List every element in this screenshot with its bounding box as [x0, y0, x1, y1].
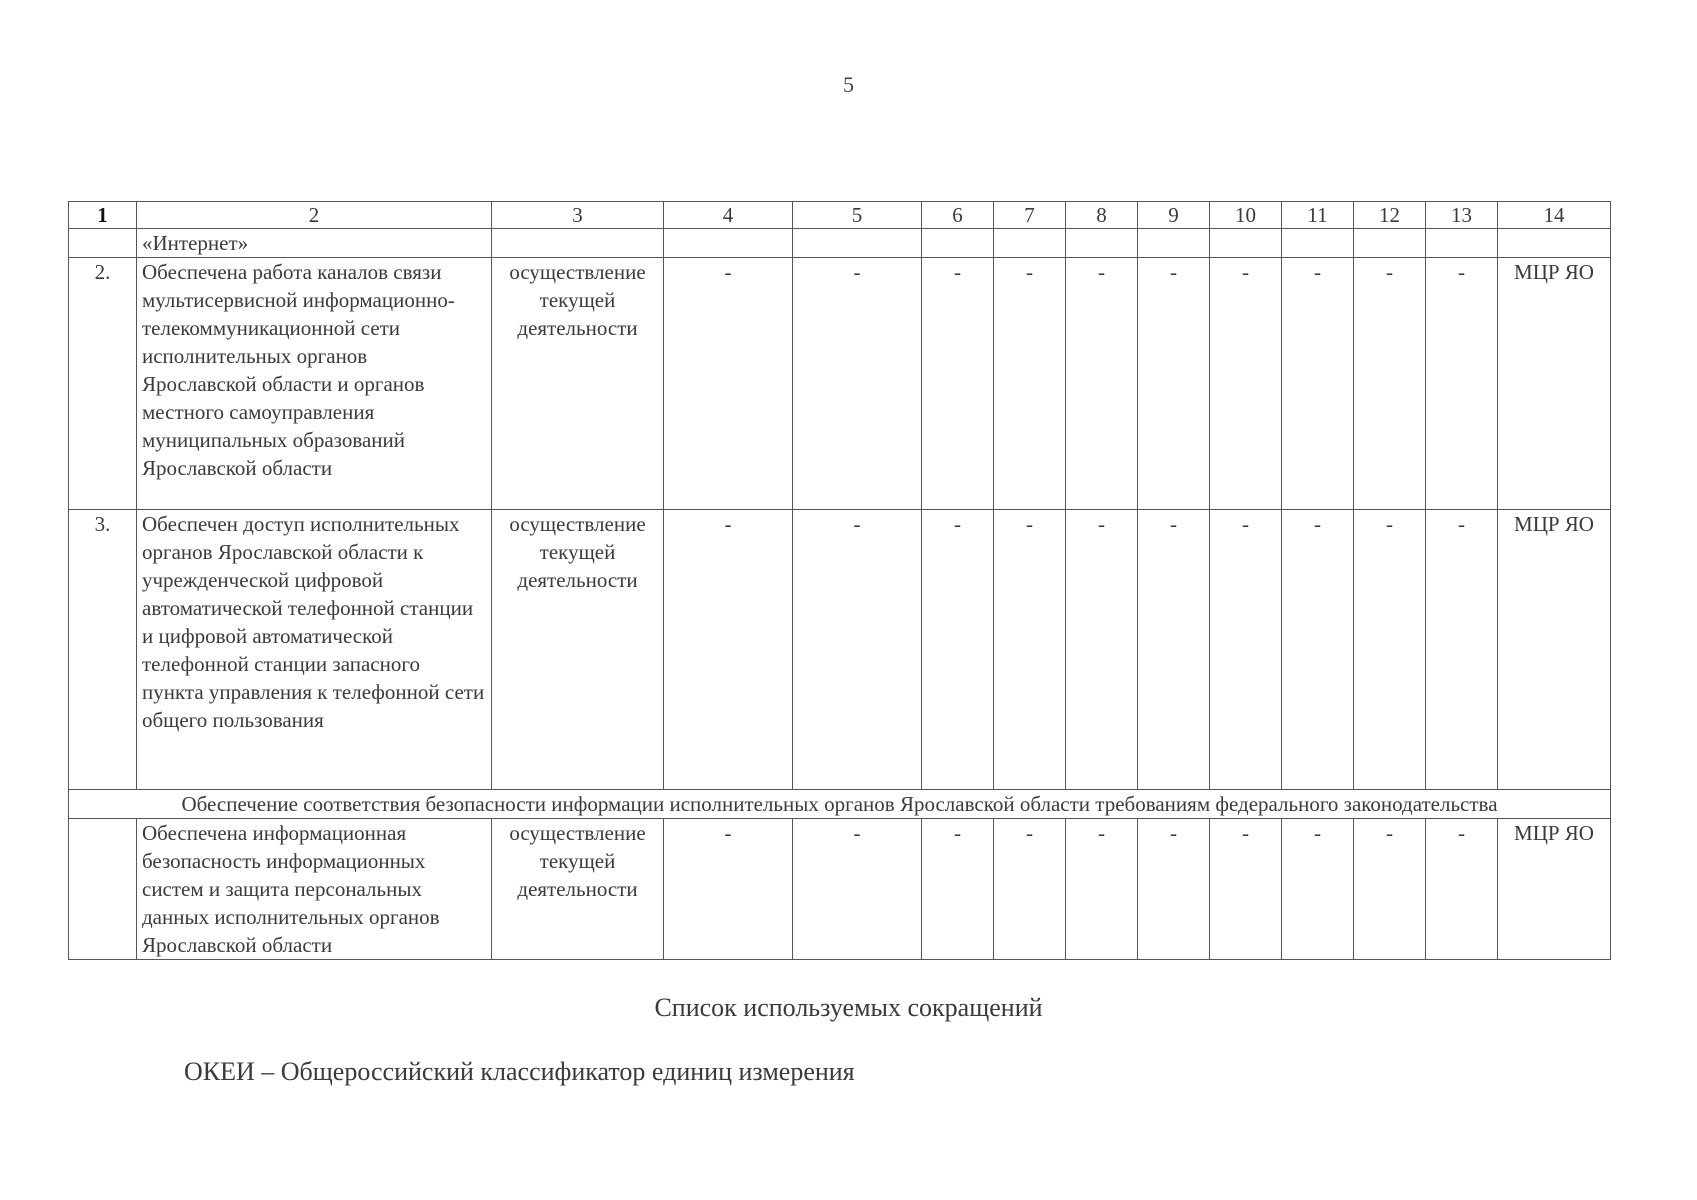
table-cell [69, 229, 137, 258]
value-cell: - [1426, 510, 1498, 790]
value-cell: - [922, 258, 994, 510]
column-number-header: 12 [1354, 202, 1426, 229]
value-cell: - [793, 819, 922, 960]
value-cell: - [793, 510, 922, 790]
value-cell: - [664, 819, 793, 960]
column-number-header: 13 [1426, 202, 1498, 229]
column-number-header: 5 [793, 202, 922, 229]
plan-table [68, 201, 1611, 960]
value-cell: - [1354, 510, 1426, 790]
row-description: Обеспечен доступ исполнительных органов Ярославской области к учрежденческой цифровой автоматической телефонной станции и цифровой автоматической телефонной станции запасного пункта управления к телефонной сети общего пользования [137, 510, 492, 790]
value-cell: - [1282, 510, 1354, 790]
value-cell: - [922, 819, 994, 960]
table-row [69, 510, 1611, 790]
row-responsible: МЦР ЯО [1498, 510, 1611, 790]
column-number-header: 8 [1066, 202, 1138, 229]
value-cell: - [994, 819, 1066, 960]
abbreviation-entry: ОКЕИ – Общероссийский классификатор единиц измерения [184, 1057, 855, 1086]
table-cell [922, 229, 994, 258]
row-activity: осуществление текущей деятельности [492, 258, 664, 510]
table-cell [1282, 229, 1354, 258]
value-cell: - [664, 510, 793, 790]
column-number-header: 1 [69, 202, 137, 229]
column-number-header: 9 [1138, 202, 1210, 229]
column-number-header: 7 [994, 202, 1066, 229]
value-cell: - [664, 258, 793, 510]
value-cell: - [1426, 258, 1498, 510]
column-number-header: 10 [1210, 202, 1282, 229]
row-description: Обеспечена информационная безопасность информационных систем и защита персональных данных исполнительных органов Ярославской области [137, 819, 492, 960]
table-row [69, 819, 1611, 960]
value-cell: - [793, 258, 922, 510]
column-number-header: 3 [492, 202, 664, 229]
column-number-header: 14 [1498, 202, 1611, 229]
table-cell [664, 229, 793, 258]
table-cell [1138, 229, 1210, 258]
row-activity: осуществление текущей деятельности [492, 510, 664, 790]
table-cell [994, 229, 1066, 258]
value-cell: - [1354, 258, 1426, 510]
section-heading-row [69, 790, 1611, 819]
column-number-header: 6 [922, 202, 994, 229]
value-cell: - [1138, 819, 1210, 960]
row-description: Обеспечена работа каналов связи мультисервисной информационно-телекоммуникационной сети исполнительных органов Ярославской области и органов местного самоуправления муниципальных образований Ярославской области [137, 258, 492, 510]
table-cell [1066, 229, 1138, 258]
table-header-row [69, 202, 1611, 229]
continuation-text: «Интернет» [137, 229, 492, 258]
row-activity: осуществление текущей деятельности [492, 819, 664, 960]
table-cell [1210, 229, 1282, 258]
value-cell: - [922, 510, 994, 790]
value-cell: - [1210, 510, 1282, 790]
value-cell: - [1426, 819, 1498, 960]
value-cell: - [1282, 819, 1354, 960]
value-cell: - [994, 258, 1066, 510]
abbreviations-title: Список используемых сокращений [654, 993, 1043, 1022]
row-number: 2. [69, 258, 137, 510]
value-cell: - [1138, 510, 1210, 790]
column-number-header: 2 [137, 202, 492, 229]
row-number: 3. [69, 510, 137, 790]
row-responsible: МЦР ЯО [1498, 819, 1611, 960]
table-cell [1354, 229, 1426, 258]
value-cell: - [1066, 510, 1138, 790]
value-cell: - [1138, 258, 1210, 510]
table-cell [1426, 229, 1498, 258]
value-cell: - [994, 510, 1066, 790]
value-cell: - [1282, 258, 1354, 510]
column-number-header: 4 [664, 202, 793, 229]
table-row [69, 229, 1611, 258]
value-cell: - [1354, 819, 1426, 960]
table-cell [793, 229, 922, 258]
row-number [69, 819, 137, 960]
value-cell: - [1066, 819, 1138, 960]
value-cell: - [1210, 258, 1282, 510]
row-responsible: МЦР ЯО [1498, 258, 1611, 510]
table-row [69, 258, 1611, 510]
table-cell [1498, 229, 1611, 258]
value-cell: - [1210, 819, 1282, 960]
value-cell: - [1066, 258, 1138, 510]
page-number: 5 [843, 72, 854, 97]
section-heading: Обеспечение соответствия безопасности информации исполнительных органов Ярославской области требованиям федерального законодательства [69, 790, 1611, 819]
column-number-header: 11 [1282, 202, 1354, 229]
table-cell [492, 229, 664, 258]
